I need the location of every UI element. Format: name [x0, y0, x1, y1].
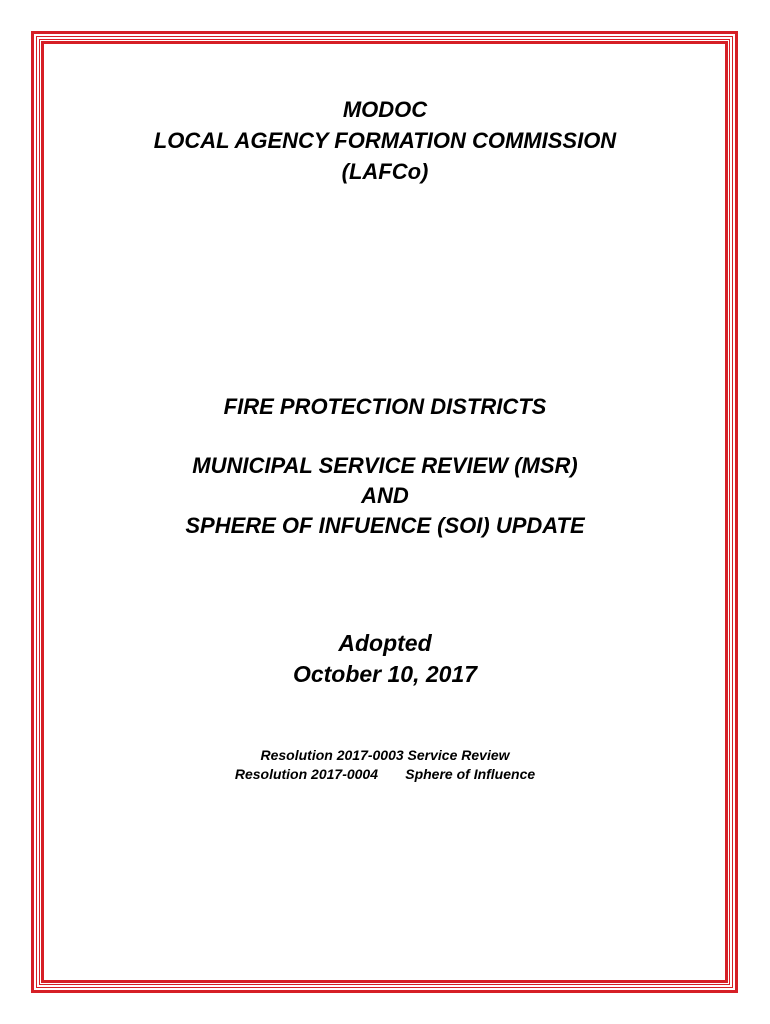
agency-commission: LOCAL AGENCY FORMATION COMMISSION [153, 128, 617, 153]
agency-abbreviation: (LAFCo) [341, 159, 429, 184]
adoption-block [0, 628, 770, 690]
agency-name: MODOC [342, 97, 428, 122]
report-subject: FIRE PROTECTION DISTRICTS [223, 394, 547, 419]
report-title-line-1: MUNICIPAL SERVICE REVIEW (MSR) [192, 453, 578, 478]
agency-heading [0, 94, 770, 187]
resolution-row [0, 746, 770, 765]
report-title-line-3: SPHERE OF INFUENCE (SOI) UPDATE [185, 513, 585, 538]
adoption-date: October 10, 2017 [292, 661, 478, 687]
report-title-block [0, 392, 770, 541]
adoption-status: Adopted [338, 630, 432, 656]
resolution-description: Service Review [407, 747, 510, 763]
resolution-row [0, 765, 770, 784]
resolution-description: Sphere of Influence [405, 766, 536, 782]
title-spacer [0, 422, 770, 451]
report-title-line-2: AND [361, 483, 409, 508]
resolutions-list [0, 746, 770, 784]
resolution-number: Resolution 2017-0004 [234, 766, 378, 782]
resolution-number: Resolution 2017-0003 [260, 747, 404, 763]
